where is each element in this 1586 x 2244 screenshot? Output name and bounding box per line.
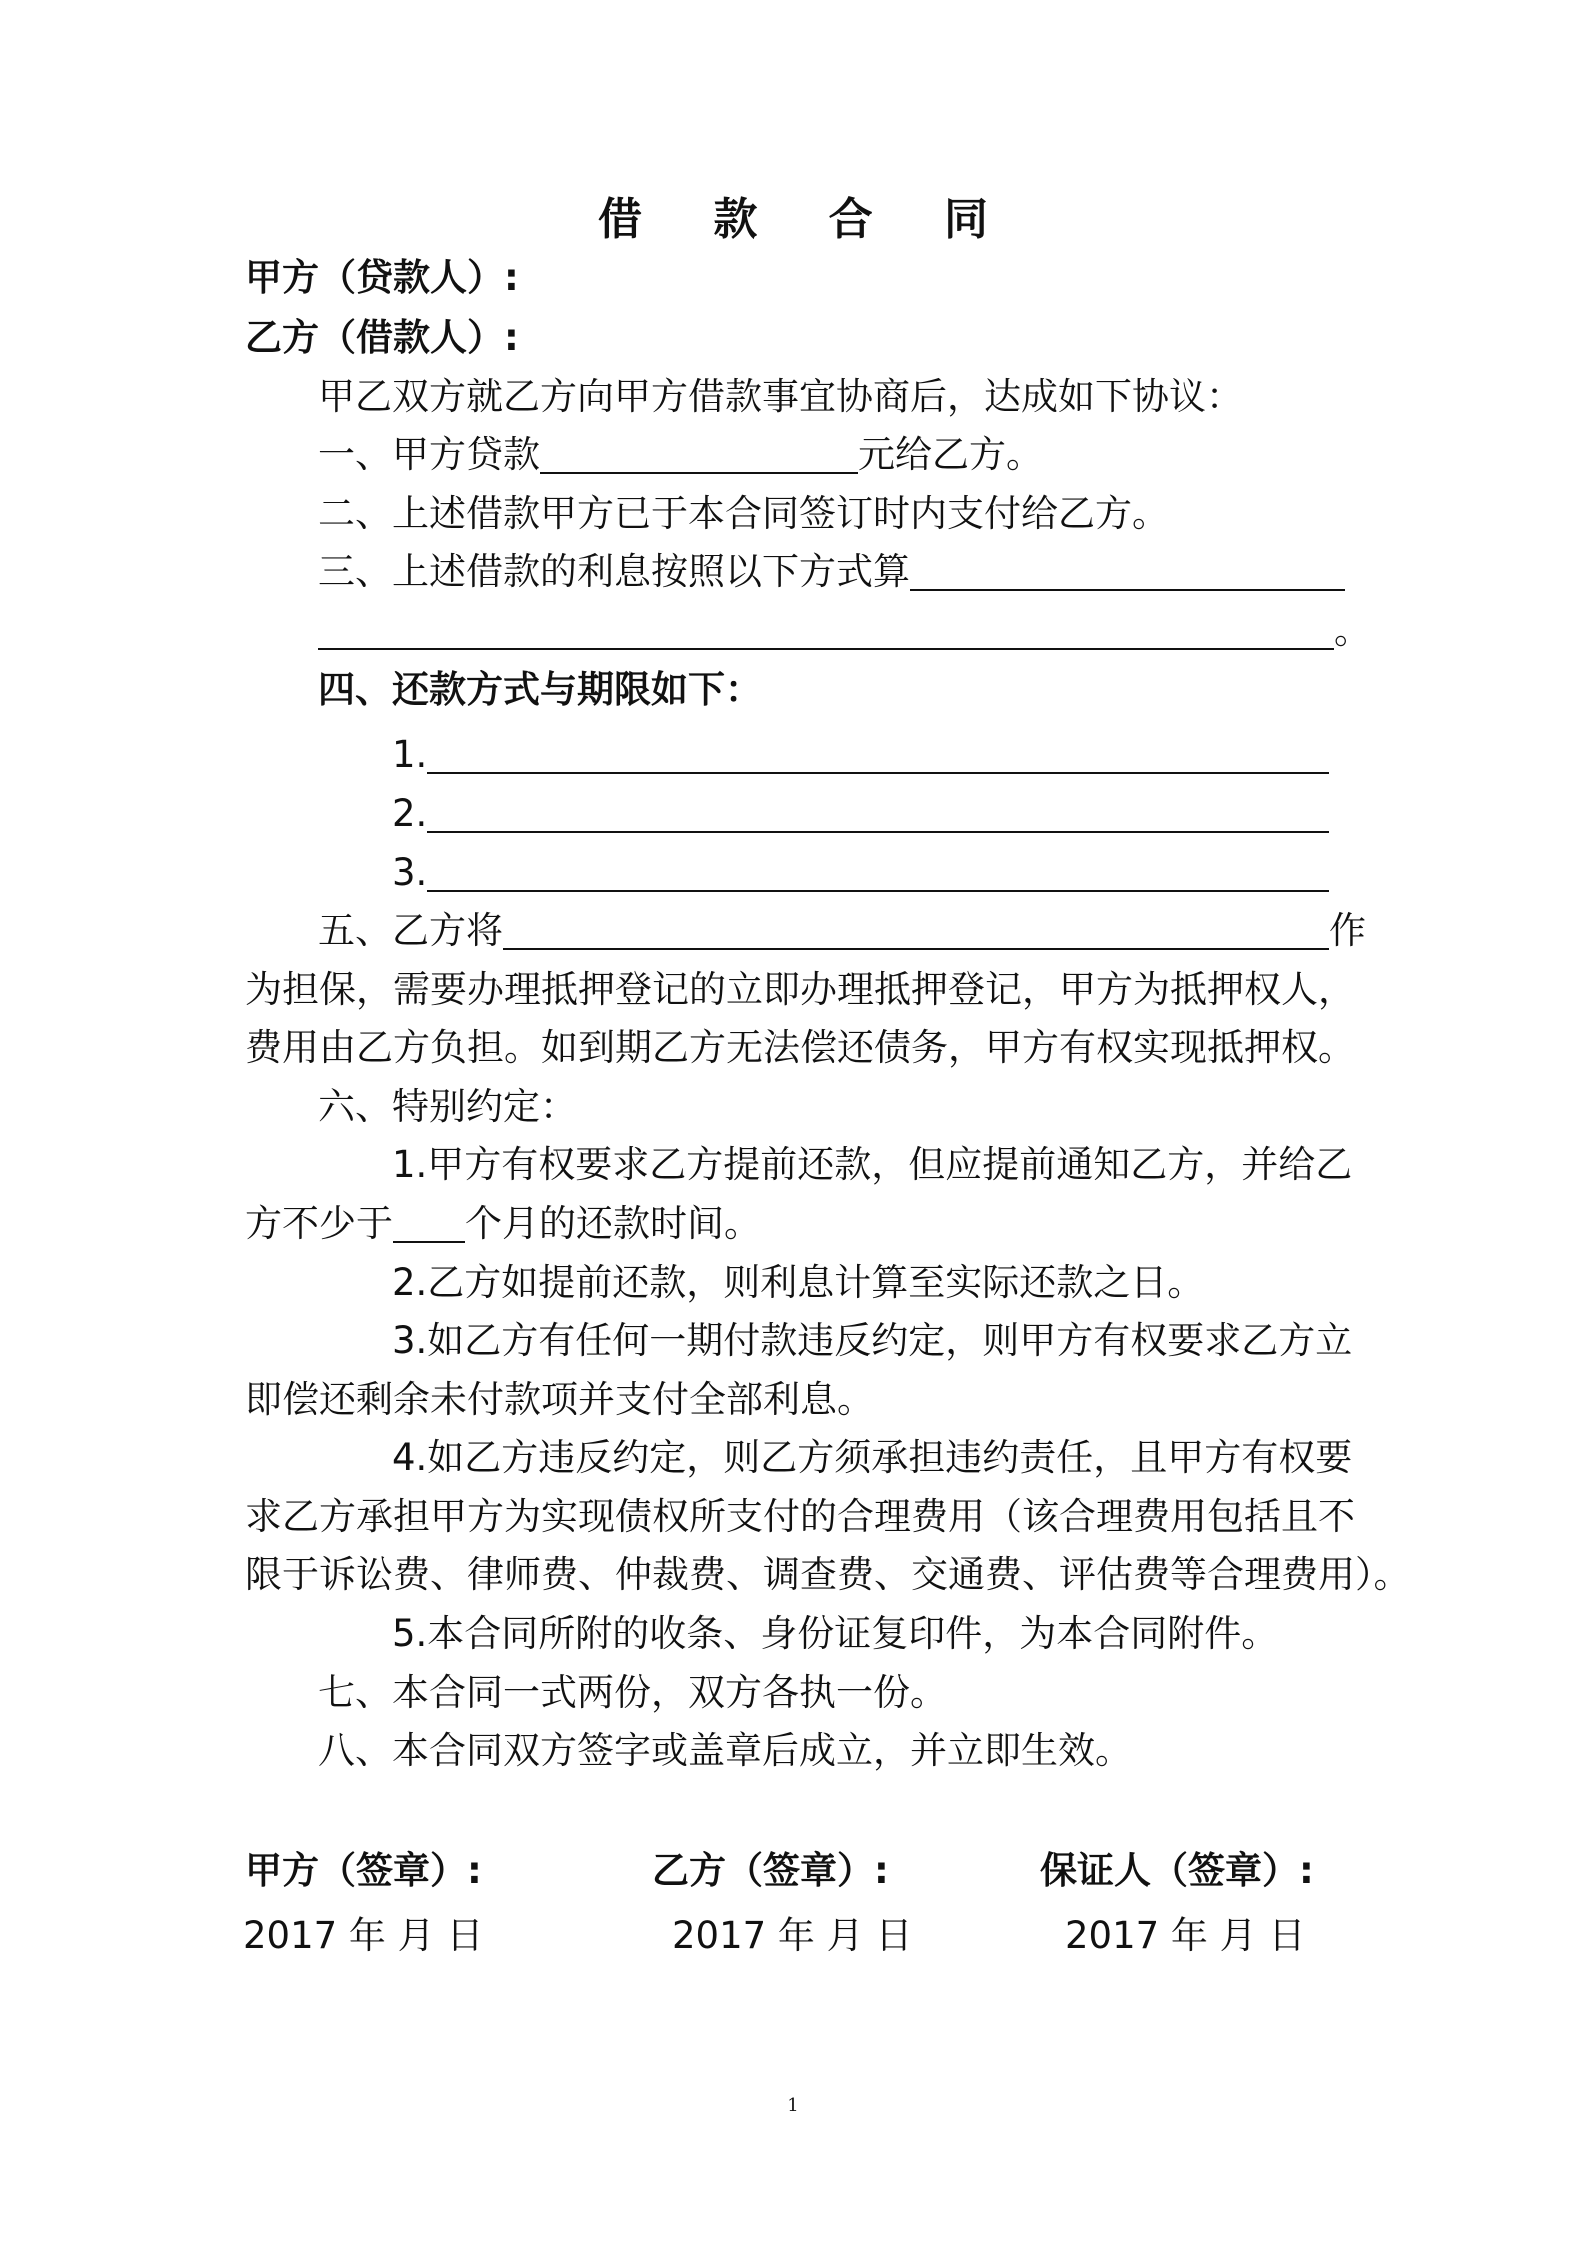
loan-amount-blank[interactable] bbox=[540, 432, 858, 474]
intro-text: 甲乙双方就乙方向甲方借款事宜协商后，达成如下协议： bbox=[318, 375, 1243, 418]
repay-item-2 bbox=[392, 791, 1329, 837]
repay-item-1-blank[interactable] bbox=[427, 732, 1329, 774]
clause-5-prefix: 五、乙方将 bbox=[318, 909, 503, 952]
party-a-label: 甲方（贷款人）: bbox=[245, 256, 519, 299]
party-a-signature-label: 甲方（签章）: bbox=[245, 1849, 482, 1892]
clause-7: 七、本合同一式两份，双方各执一份。 bbox=[318, 1671, 947, 1714]
party-a-date: 2017 年 月 日 bbox=[243, 1914, 484, 1957]
repay-item-3-blank[interactable] bbox=[427, 850, 1329, 892]
interest-method-blank-2[interactable] bbox=[318, 608, 1334, 650]
repay-item-2-number: 2. bbox=[392, 792, 428, 835]
special-1-suffix: 个月的还款时间。 bbox=[465, 1202, 761, 1245]
repay-item-3 bbox=[392, 850, 1329, 896]
clause-2: 二、上述借款甲方已于本合同签订时内支付给乙方。 bbox=[318, 492, 1169, 535]
clause-3-prefix: 三、上述借款的利息按照以下方式算 bbox=[318, 550, 910, 593]
special-1-prefix: 方不少于 bbox=[245, 1202, 393, 1245]
special-5: 5.本合同所附的收条、身份证复印件，为本合同附件。 bbox=[392, 1612, 1279, 1655]
clause-8: 八、本合同双方签字或盖章后成立，并立即生效。 bbox=[318, 1729, 1132, 1772]
special-3-line-1: 3.如乙方有任何一期付款违反约定，则甲方有权要求乙方立 bbox=[392, 1319, 1353, 1362]
clause-6: 六、特别约定： bbox=[318, 1085, 577, 1128]
clause-1 bbox=[318, 432, 1043, 478]
special-4-line-2: 求乙方承担甲方为实现债权所支付的合理费用（该合理费用包括且不 bbox=[245, 1495, 1355, 1538]
clause-3 bbox=[318, 549, 1345, 595]
interest-method-blank-1[interactable] bbox=[910, 549, 1345, 591]
repay-item-1-number: 1. bbox=[392, 733, 428, 776]
document-title: 借 款 合 同 bbox=[598, 194, 1016, 245]
repay-item-1 bbox=[392, 732, 1329, 778]
clause-5-line-3: 费用由乙方负担。如到期乙方无法偿还债务，甲方有权实现抵押权。 bbox=[245, 1026, 1355, 1069]
clause-3-end: 。 bbox=[1334, 609, 1371, 652]
special-1-line-1: 1.甲方有权要求乙方提前还款，但应提前通知乙方，并给乙 bbox=[392, 1143, 1353, 1186]
repay-item-3-number: 3. bbox=[392, 851, 428, 894]
special-3-line-2: 即偿还剩余未付款项并支付全部利息。 bbox=[245, 1378, 874, 1421]
guarantor-date: 2017 年 月 日 bbox=[1065, 1914, 1306, 1957]
clause-3-continued bbox=[318, 608, 1371, 654]
special-4-line-3: 限于诉讼费、律师费、仲裁费、调查费、交通费、评估费等合理费用）。 bbox=[245, 1553, 1411, 1596]
clause-5 bbox=[318, 908, 1366, 954]
special-4-line-1: 4.如乙方违反约定，则乙方须承担违约责任，且甲方有权要 bbox=[392, 1436, 1353, 1479]
repay-item-2-blank[interactable] bbox=[427, 791, 1329, 833]
guarantor-signature-label: 保证人（签章）: bbox=[1040, 1849, 1314, 1892]
party-b-signature-label: 乙方（签章）: bbox=[652, 1849, 889, 1892]
clause-5-suffix: 作 bbox=[1329, 909, 1366, 952]
clause-1-suffix: 元给乙方。 bbox=[858, 433, 1043, 476]
party-b-label: 乙方（借款人）: bbox=[245, 316, 519, 359]
collateral-blank[interactable] bbox=[503, 908, 1329, 950]
party-b-date: 2017 年 月 日 bbox=[672, 1914, 913, 1957]
clause-4: 四、还款方式与期限如下： bbox=[318, 668, 762, 711]
page-number: 1 bbox=[787, 2095, 799, 2116]
clause-1-prefix: 一、甲方贷款 bbox=[318, 433, 540, 476]
clause-5-line-2: 为担保，需要办理抵押登记的立即办理抵押登记，甲方为抵押权人， bbox=[245, 968, 1355, 1011]
notice-months-blank[interactable] bbox=[393, 1201, 465, 1243]
special-2: 2.乙方如提前还款，则利息计算至实际还款之日。 bbox=[392, 1261, 1205, 1304]
special-1-line-2 bbox=[245, 1201, 761, 1247]
